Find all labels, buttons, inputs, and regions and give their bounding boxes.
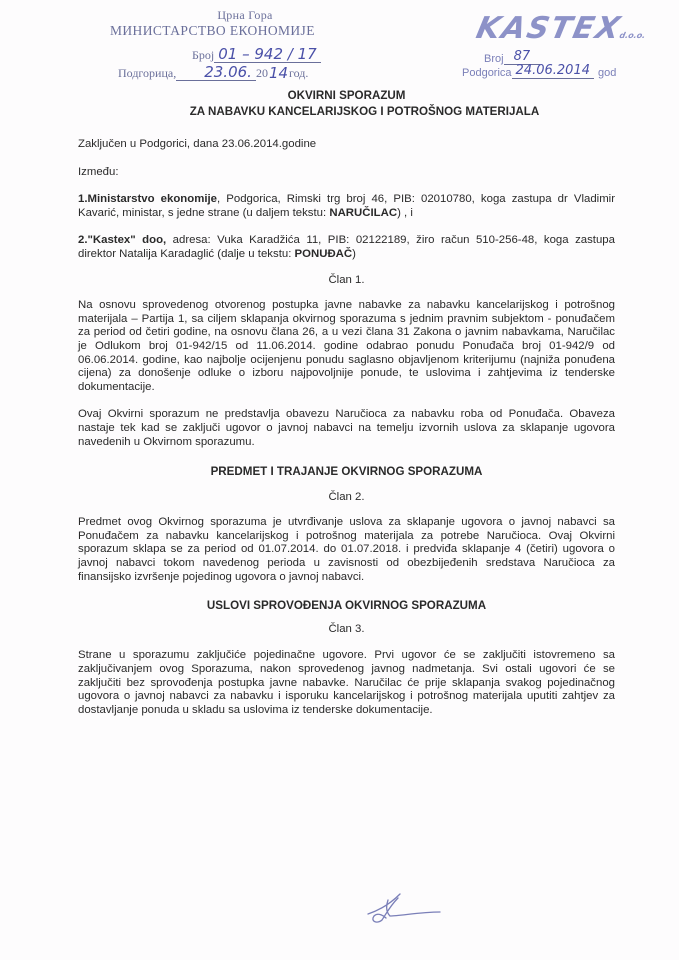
kastex-logo: [472, 11, 676, 51]
stamp-number-label: Број: [192, 48, 215, 62]
kastex-date-handwritten: 24.06.2014: [512, 63, 594, 79]
party-2-tail: ): [352, 247, 356, 260]
kastex-city-label: Podgorica: [462, 67, 512, 79]
kastex-date-row: [462, 63, 672, 79]
stamp-year-suffix: год.: [289, 66, 309, 80]
title-line-1: OKVIRNI SPORAZUM: [287, 89, 406, 102]
kastex-stamp: [462, 11, 672, 79]
kastex-logo-suffix: d.o.o.: [618, 31, 647, 40]
kastex-number-label: Broj: [484, 53, 504, 65]
article-1-paragraph-1: Na osnovu sprovedenog otvorenog postupka javne nabavke za nabavku kancelarijskog i potrošnog materijala – Partija 1, sa ciljem sklapanja okvirnog sporazuma s jednim pravnim subjektom - ponuđačem za period od četiri godine, na osnovu člana 26, a u vezi člana 31 Zakona o javnim nabavkama, Naručilac je Odlukom broj 01-942/15 od 11.06.2014. godine odabrao ponudu Ponuđača broj 01-942/9 od 06.06.2014. godine, kao najbolje ocijenjenu ponudu saglasno objavljenom kriterijumu (najniža ponuđena cijena) za donošenje odluke o izboru najpovoljnije ponude, te uslovima i zahtjevima iz tenderske dokumentacije.: [78, 299, 615, 393]
article-2-paragraph-1: Predmet ovog Okvirnog sporazuma je utvrđivanje uslova za sklapanje ugovora o javnoj nabavci sa Ponuđačem za nabavku kancelarijskog i potrošnog materijala za potrebe Naručioca. Ovaj Okvirni sporazum sklapa se za period od 01.07.2014. do 01.07.2018. i predviđa sklapanje 4 (četiri) ugovora o javnoj nabavci tokom navedenog perioda u zavisnosti od obezbijeđenih sredstava Naručioca za finansijsko izvršenje pojedinog ugovora o javnoj nabavci.: [78, 516, 615, 583]
kastex-date-suffix: god: [597, 67, 617, 79]
document-title: [78, 88, 615, 120]
stamp-ministry-name: МИНИСТАРСТВО ЕКОНОМИЈЕ: [110, 23, 315, 38]
concluded-line: Zaključen u Podgorici, dana 23.06.2014.godine: [78, 138, 317, 150]
stamp-date-row: [118, 65, 340, 81]
article-1-heading: Član 1.: [328, 273, 365, 286]
party-1-details: , Podgorica, Rimski trg broj 46, PIB: 02010780, koga zastupa dr Vladimir Kavarić, ministar, s jedne strane (u daljem tekstu:: [78, 193, 616, 219]
section-3-title: USLOVI SPROVOĐENJA OKVIRNOG SPORAZUMA: [206, 599, 487, 613]
party-2: [78, 234, 615, 261]
stamp-date-handwritten: 23.06.: [176, 65, 256, 81]
kastex-number-handwritten: 87: [504, 49, 541, 65]
article-2-heading: Član 2.: [328, 490, 365, 503]
stamp-number-handwritten: 01 – 942 / 17: [214, 47, 320, 63]
party-2-role: PONUĐAČ: [294, 247, 353, 260]
party-2-name: "Kastex" doo,: [87, 234, 167, 247]
stamp-year-handwritten: 14: [268, 64, 289, 82]
party-2-prefix: 2.: [78, 234, 88, 247]
ministry-stamp: [110, 8, 340, 81]
article-3-paragraph-1: Strane u sporazumu zaključiće pojedinačne ugovore. Prvi ugovor će se zaključiti istovremeno sa zaključivanjem ovog Sporazuma, nakon sprovedenog javnog nadmetanja. Svi ostali ugovori će se zaključiti bez sprovođenja postupka javne nabavke. Naručilac će prije sklapanja svakog pojedinačnog ugovora o javnoj nabavci za nabavku i isporuku kancelarijskog i potrošnog materijala uputiti zahtjev za dostavljanje ponuda u skladu sa uslovima iz tenderske dokumentacije.: [78, 649, 615, 716]
party-1: [78, 193, 615, 220]
stamp-number-row: [192, 47, 340, 63]
section-2-title: PREDMET I TRAJANJE OKVIRNOG SPORAZUMA: [210, 465, 483, 479]
party-1-tail: ) , i: [397, 206, 413, 219]
agreement-document: [78, 88, 615, 717]
between-label: Između:: [78, 165, 119, 178]
party-1-role: NARUČILAC: [329, 206, 398, 219]
stamp-city-label: Подгорица,: [118, 66, 177, 80]
article-1-paragraph-2: Ovaj Okvirni sporazum ne predstavlja obavezu Naručioca za nabavku roba od Ponuđača. Obaveza nastaje tek kad se zaključi ugovor o javnoj nabavci na temelju izvornih uslova za sklapanje ugovora navedenih u Okvirnom sporazumu.: [78, 408, 615, 448]
kastex-logo-text: KASTEX: [473, 11, 625, 46]
stamp-country: Црна Гора: [217, 8, 273, 22]
stamp-year-prefix: 20: [255, 66, 268, 80]
article-3-heading: Član 3.: [328, 622, 365, 635]
title-line-2: ZA NABAVKU KANCELARIJSKOG I POTROŠNOG MATERIJALA: [189, 105, 540, 118]
party-1-name: 1.Ministarstvo ekonomije: [78, 193, 218, 206]
signature-icon: [360, 892, 450, 932]
party-2-details: adresa: Vuka Karadžića 11, PIB: 02122189, žiro račun 510-256-48, koga zastupa direktor Natalija Karadaglić (dalje u tekstu:: [78, 234, 615, 260]
